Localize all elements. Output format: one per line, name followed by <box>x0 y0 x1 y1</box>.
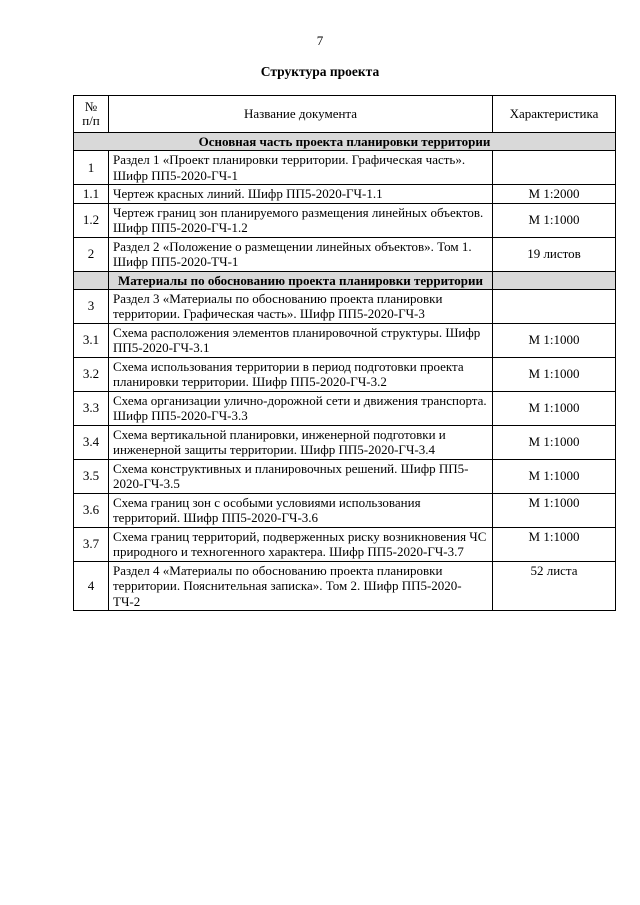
row-name: Схема использования территории в период подготовки проекта планировки территории. Шифр ПП5-2020-ГЧ-3.2 <box>109 357 493 391</box>
row-num: 1.1 <box>74 185 109 204</box>
document-title: Структура проекта <box>260 64 380 79</box>
row-char: 52 листа <box>493 561 616 611</box>
row-name: Раздел 1 «Проект планировки территории. Графическая часть». Шифр ПП5-2020-ГЧ-1 <box>109 151 493 185</box>
section-empty-cell <box>74 271 109 289</box>
row-name: Схема расположения элементов планировочной структуры. Шифр ПП5-2020-ГЧ-3.1 <box>109 323 493 357</box>
row-char: 19 листов <box>493 237 616 271</box>
row-num: 3.2 <box>74 357 109 391</box>
row-name: Чертеж границ зон планируемого размещения линейных объектов. Шифр ПП5-2020-ГЧ-1.2 <box>109 203 493 237</box>
row-char: М 1:1000 <box>493 459 616 493</box>
table-row <box>74 527 616 561</box>
structure-table <box>73 95 616 611</box>
row-name: Схема границ зон с особыми условиями использования территорий. Шифр ПП5-2020-ГЧ-3.6 <box>109 493 493 527</box>
row-name: Раздел 2 «Положение о размещении линейных объектов». Том 1. Шифр ПП5-2020-ТЧ-1 <box>109 237 493 271</box>
table-row <box>74 459 616 493</box>
table-header-row <box>74 96 616 133</box>
row-num: 3.1 <box>74 323 109 357</box>
row-char: М 1:1000 <box>493 203 616 237</box>
row-char: М 1:1000 <box>493 493 616 527</box>
table-row <box>74 237 616 271</box>
row-num: 3.3 <box>74 391 109 425</box>
row-char: М 1:1000 <box>493 527 616 561</box>
table-row <box>74 561 616 611</box>
section-title-main: Основная часть проекта планировки территории <box>74 133 616 151</box>
row-char <box>493 151 616 185</box>
section-row <box>74 271 616 289</box>
row-char <box>493 289 616 323</box>
row-num: 1.2 <box>74 203 109 237</box>
row-num: 3 <box>74 289 109 323</box>
row-char: М 1:1000 <box>493 357 616 391</box>
row-num: 2 <box>74 237 109 271</box>
row-name: Схема вертикальной планировки, инженерной подготовки и инженерной защиты территории. Шифр ПП5-2020-ГЧ-3.4 <box>109 425 493 459</box>
table-row <box>74 357 616 391</box>
row-num: 4 <box>74 561 109 611</box>
row-char: М 1:1000 <box>493 391 616 425</box>
row-num: 1 <box>74 151 109 185</box>
row-num: 3.4 <box>74 425 109 459</box>
row-name: Раздел 3 «Материалы по обоснованию проекта планировки территории. Графическая часть». Шифр ПП5-2020-ГЧ-3 <box>109 289 493 323</box>
section-title-materials: Материалы по обоснованию проекта планировки территории <box>109 271 493 289</box>
table-row <box>74 391 616 425</box>
row-char: М 1:1000 <box>493 323 616 357</box>
table-row <box>74 203 616 237</box>
row-name: Схема границ территорий, подверженных риску возникновения ЧС природного и техногенного характера. Шифр ПП5-2020-ГЧ-3.7 <box>109 527 493 561</box>
row-name: Раздел 4 «Материалы по обоснованию проекта планировки территории. Пояснительная записка». Том 2. Шифр ПП5-2020-ТЧ-2 <box>109 561 493 611</box>
table-row <box>74 493 616 527</box>
row-num: 3.7 <box>74 527 109 561</box>
header-char: Характеристика <box>493 96 616 133</box>
row-num: 3.5 <box>74 459 109 493</box>
table-row <box>74 323 616 357</box>
page-number: 7 <box>316 33 324 48</box>
row-char: М 1:1000 <box>493 425 616 459</box>
table-row <box>74 425 616 459</box>
header-name: Название документа <box>109 96 493 133</box>
table-row <box>74 289 616 323</box>
header-num: № п/п <box>74 96 109 133</box>
section-row <box>74 133 616 151</box>
row-num: 3.6 <box>74 493 109 527</box>
row-char: М 1:2000 <box>493 185 616 204</box>
table-row <box>74 151 616 185</box>
row-name: Схема конструктивных и планировочных решений. Шифр ПП5-2020-ГЧ-3.5 <box>109 459 493 493</box>
row-name: Схема организации улично-дорожной сети и движения транспорта. Шифр ПП5-2020-ГЧ-3.3 <box>109 391 493 425</box>
table-row <box>74 185 616 204</box>
section-empty-cell <box>493 271 616 289</box>
row-name: Чертеж красных линий. Шифр ПП5-2020-ГЧ-1.1 <box>109 185 493 204</box>
